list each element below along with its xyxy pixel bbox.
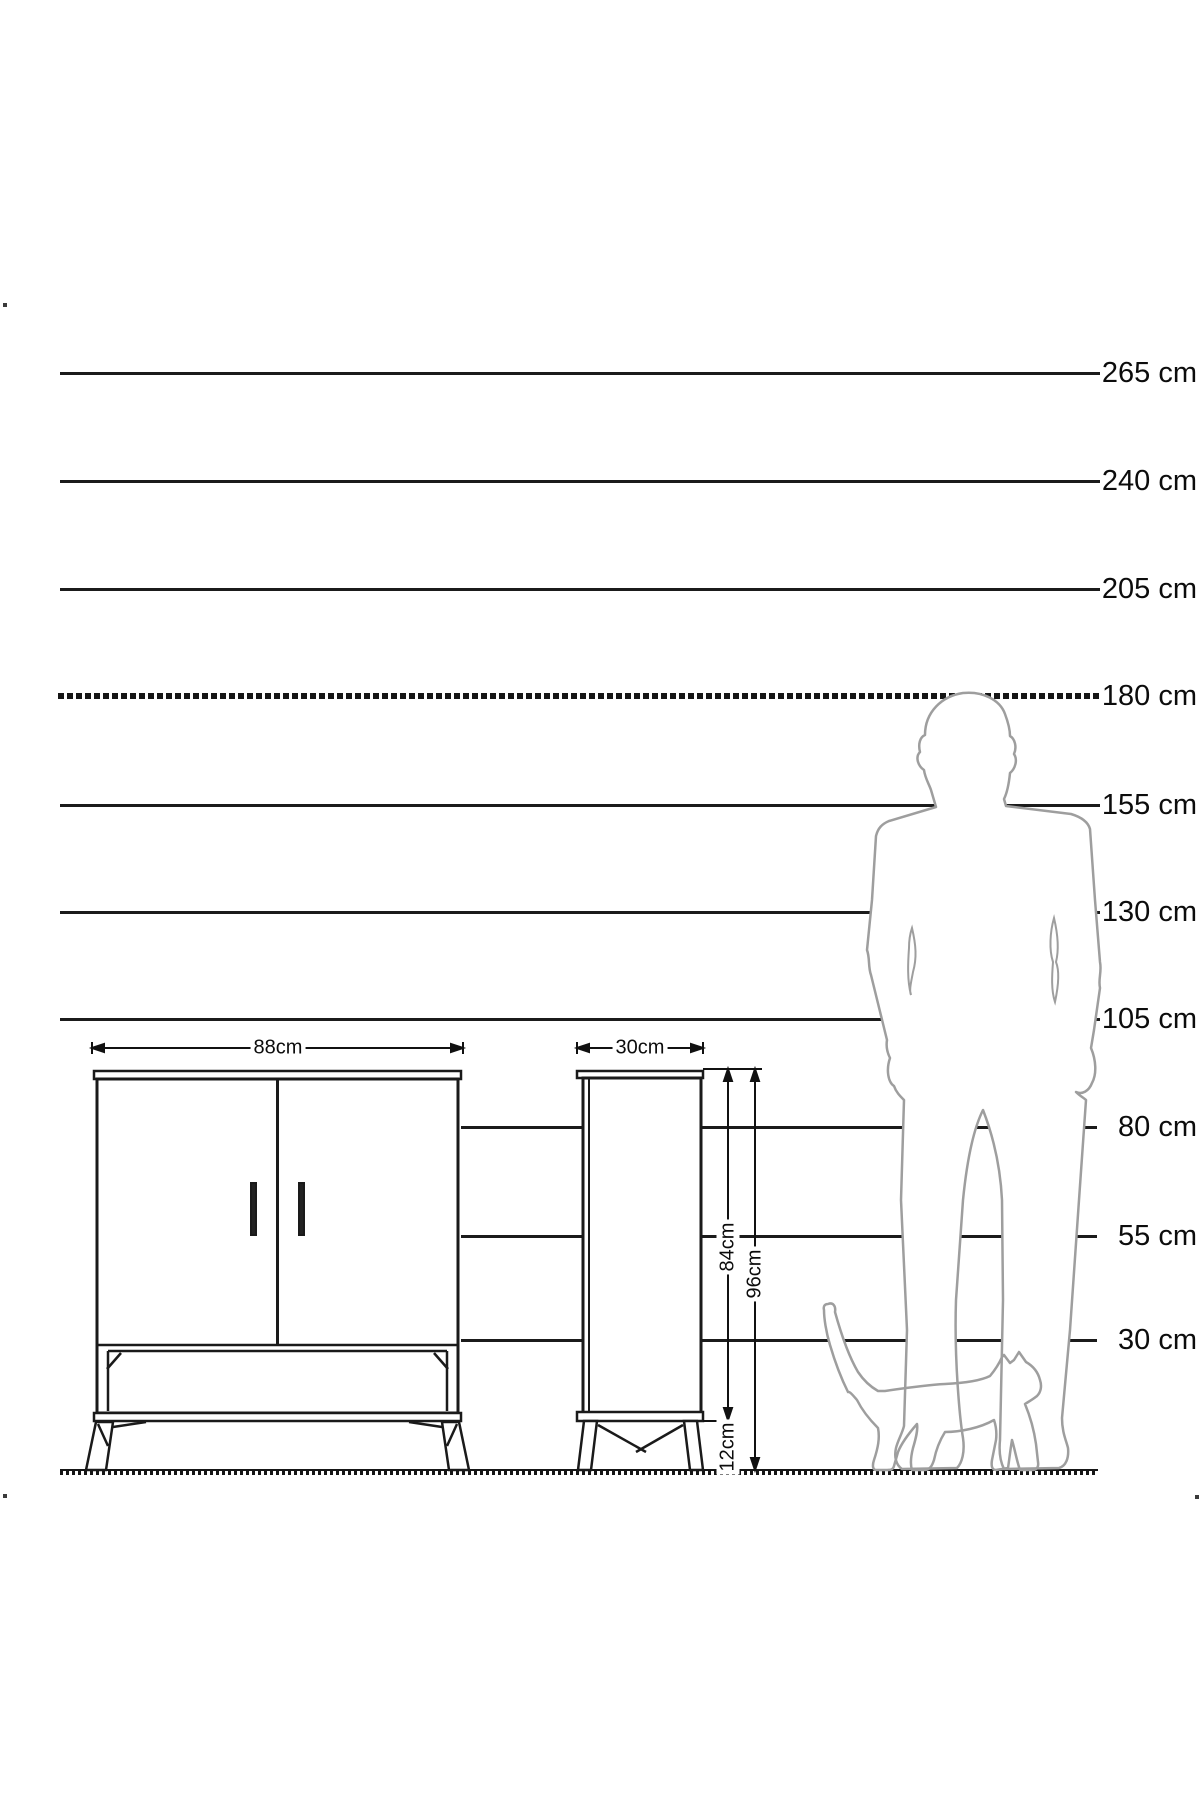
speck-bottom-left	[3, 1494, 7, 1498]
ruler-label-240: 240 cm	[1101, 465, 1197, 497]
ruler-label-30: 30 cm	[1118, 1324, 1197, 1356]
total-height-label: 96cm	[744, 1247, 767, 1302]
ruler-label-105: 105 cm	[1101, 1003, 1197, 1035]
body-height-label: 84cm	[717, 1220, 740, 1275]
ruler-label-205: 205 cm	[1101, 573, 1197, 605]
ruler-label-155: 155 cm	[1101, 789, 1197, 821]
ruler-label-130: 130 cm	[1101, 896, 1197, 928]
ruler-label-265: 265 cm	[1101, 357, 1197, 389]
man-silhouette-fill	[867, 693, 1101, 1469]
speck-top-left	[3, 303, 7, 307]
front-width-label: 88cm	[251, 1037, 306, 1060]
ruler-label-80: 80 cm	[1118, 1111, 1197, 1143]
ruler-label-180: 180 cm	[1101, 680, 1197, 712]
speck-bottom-right	[1195, 1495, 1199, 1499]
leg-height-label: 12cm	[717, 1420, 740, 1475]
side-depth-label: 30cm	[613, 1037, 668, 1060]
ruler-label-55: 55 cm	[1118, 1220, 1197, 1252]
